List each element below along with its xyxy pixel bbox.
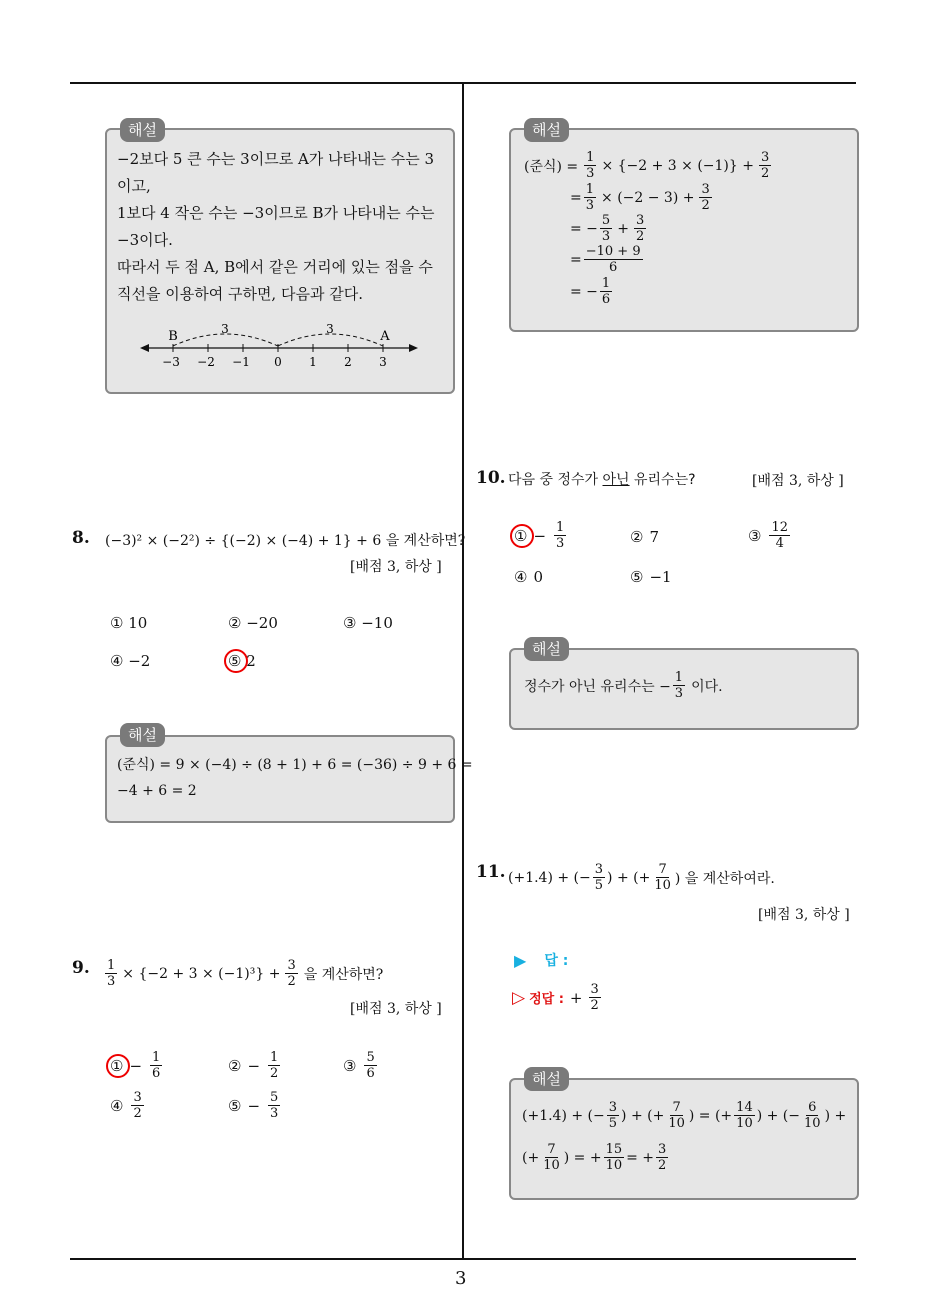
page-number: 3 — [455, 1268, 467, 1289]
solution-8-line: −4 + 6 = 2 — [117, 783, 197, 799]
question-11-points: [배점 3, 하상 ] — [758, 907, 850, 923]
solution-7-line: 1보다 4 작은 수는 −3이므로 B가 나타내는 수는 — [117, 204, 435, 222]
answer-circle-mark — [510, 524, 534, 548]
answer-row[interactable]: ▶ 답 : — [514, 950, 569, 970]
tick-label: 0 — [274, 355, 282, 369]
q9-option-3[interactable]: ③ $\frac{5}{6}$ — [343, 1050, 375, 1081]
q8-option-2[interactable]: ② −20 — [228, 614, 278, 632]
tick-label: −3 — [162, 355, 180, 369]
q8-option-1[interactable]: ① 10 — [110, 614, 148, 632]
solution-7-line: 직선을 이용하여 구하면, 다음과 같다. — [117, 285, 363, 303]
question-11-text: (+1.4) + (− $\frac{3}{5}$ ) + (+ $\frac{7}{10}$ ) 을 계산하여라. — [508, 862, 775, 893]
question-9-text: $\frac{1}{3}$ × {−2 + 3 × (−1)³} + $\frac{3}{2}$ 을 계산하면? — [107, 958, 384, 989]
bottom-rule — [70, 1258, 856, 1260]
q9-option-2[interactable]: ② − $\frac{1}{2}$ — [228, 1050, 279, 1081]
answer-circle-mark — [106, 1054, 130, 1078]
number-line-diagram — [140, 318, 420, 372]
q10-option-4[interactable]: ④ 0 — [514, 568, 543, 586]
solution-11-tag: 해설 — [524, 1067, 569, 1091]
solution-7-line: −3이다. — [117, 231, 173, 249]
answer-circle-mark — [224, 649, 248, 673]
solution-7-tag: 해설 — [120, 118, 165, 142]
q10-option-3[interactable]: ③ $\frac{12}{4}$ — [748, 520, 788, 551]
solution-9-row: = $\frac{1}{3}$ × (−2 − 3) + $\frac{3}{2}$ — [570, 182, 710, 213]
play-arrow-icon: ▶ — [514, 950, 527, 970]
solution-8-line: (준식) = 9 × (−4) ÷ (8 + 1) + 6 = (−36) ÷ 9 + 6 = — [117, 757, 473, 773]
solution-9-row: = − $\frac{5}{3}$ + $\frac{3}{2}$ — [570, 213, 645, 244]
tick-label: 2 — [344, 355, 352, 369]
solution-11-line: (+ $\frac{7}{10}$ ) = + $\frac{15}{10}$ = + $\frac{3}{2}$ — [522, 1142, 667, 1173]
solution-7-line: 따라서 두 점 A, B에서 같은 거리에 있는 점을 수 — [117, 258, 433, 276]
solution-9-row: = $\frac{-10 + 9}{6}$ — [570, 244, 641, 275]
solution-10-text: 정수가 아닌 유리수는 − $\frac{1}{3}$ 이다. — [524, 670, 723, 701]
q8-option-3[interactable]: ③ −10 — [343, 614, 393, 632]
question-10-number: 10. — [476, 468, 506, 488]
solution-9-row: (준식) = $\frac{1}{3}$ × {−2 + 3 × (−1)} + $\frac{3}{2}$ — [524, 150, 770, 181]
solution-11-line: (+1.4) + (− $\frac{3}{5}$ ) + (+ $\frac{7}{10}$ ) = (+ $\frac{14}{10}$ ) + (− $\frac{6}{10}$ ) + — [522, 1100, 847, 1131]
point-b-label: B — [168, 329, 178, 344]
arc-label-left: 3 — [221, 322, 229, 336]
tick-label: 3 — [379, 355, 387, 369]
question-11-number: 11. — [476, 862, 506, 882]
arc-label-right: 3 — [326, 322, 334, 336]
correct-answer-row: ▷ 정답 : + $\frac{3}{2}$ — [512, 982, 599, 1013]
q8-option-5[interactable]: ⑤ 2 — [228, 652, 256, 670]
q8-option-4[interactable]: ④ −2 — [110, 652, 151, 670]
solution-9-tag: 해설 — [524, 118, 569, 142]
point-a-label: A — [380, 329, 390, 344]
solution-9-row: = − $\frac{1}{6}$ — [570, 276, 611, 307]
solution-7-line: −2보다 5 큰 수는 3이므로 A가 나타내는 수는 3 — [117, 150, 435, 168]
solution-7-line: 이고, — [117, 177, 151, 195]
solution-11-box — [509, 1078, 859, 1200]
outline-triangle-icon: ▷ — [512, 987, 526, 1008]
question-9-number: 9. — [72, 958, 90, 978]
question-8-number: 8. — [72, 528, 90, 548]
question-10-points: [배점 3, 하상 ] — [752, 473, 844, 489]
question-8-points: [배점 3, 하상 ] — [350, 559, 442, 575]
q10-option-1[interactable]: ① − $\frac{1}{3}$ — [514, 520, 568, 551]
tick-label: 1 — [309, 355, 317, 369]
column-divider — [462, 82, 464, 1260]
question-9-points: [배점 3, 하상 ] — [350, 1001, 442, 1017]
solution-10-tag: 해설 — [524, 637, 569, 661]
question-8-text: (−3)² × (−2²) ÷ {(−2) × (−4) + 1} + 6 을 계산하면? — [105, 533, 466, 549]
tick-label: −2 — [197, 355, 215, 369]
tick-label: −1 — [232, 355, 250, 369]
question-10-text: 다음 중 정수가 아닌 유리수는? — [508, 472, 696, 488]
q10-option-5[interactable]: ⑤ −1 — [630, 568, 672, 586]
q10-option-2[interactable]: ② 7 — [630, 528, 659, 546]
q9-option-4[interactable]: ④ $\frac{3}{2}$ — [110, 1090, 142, 1121]
q9-option-5[interactable]: ⑤ − $\frac{5}{3}$ — [228, 1090, 279, 1121]
solution-8-tag: 해설 — [120, 723, 165, 747]
q9-option-1[interactable]: ① − $\frac{1}{6}$ — [110, 1050, 164, 1081]
